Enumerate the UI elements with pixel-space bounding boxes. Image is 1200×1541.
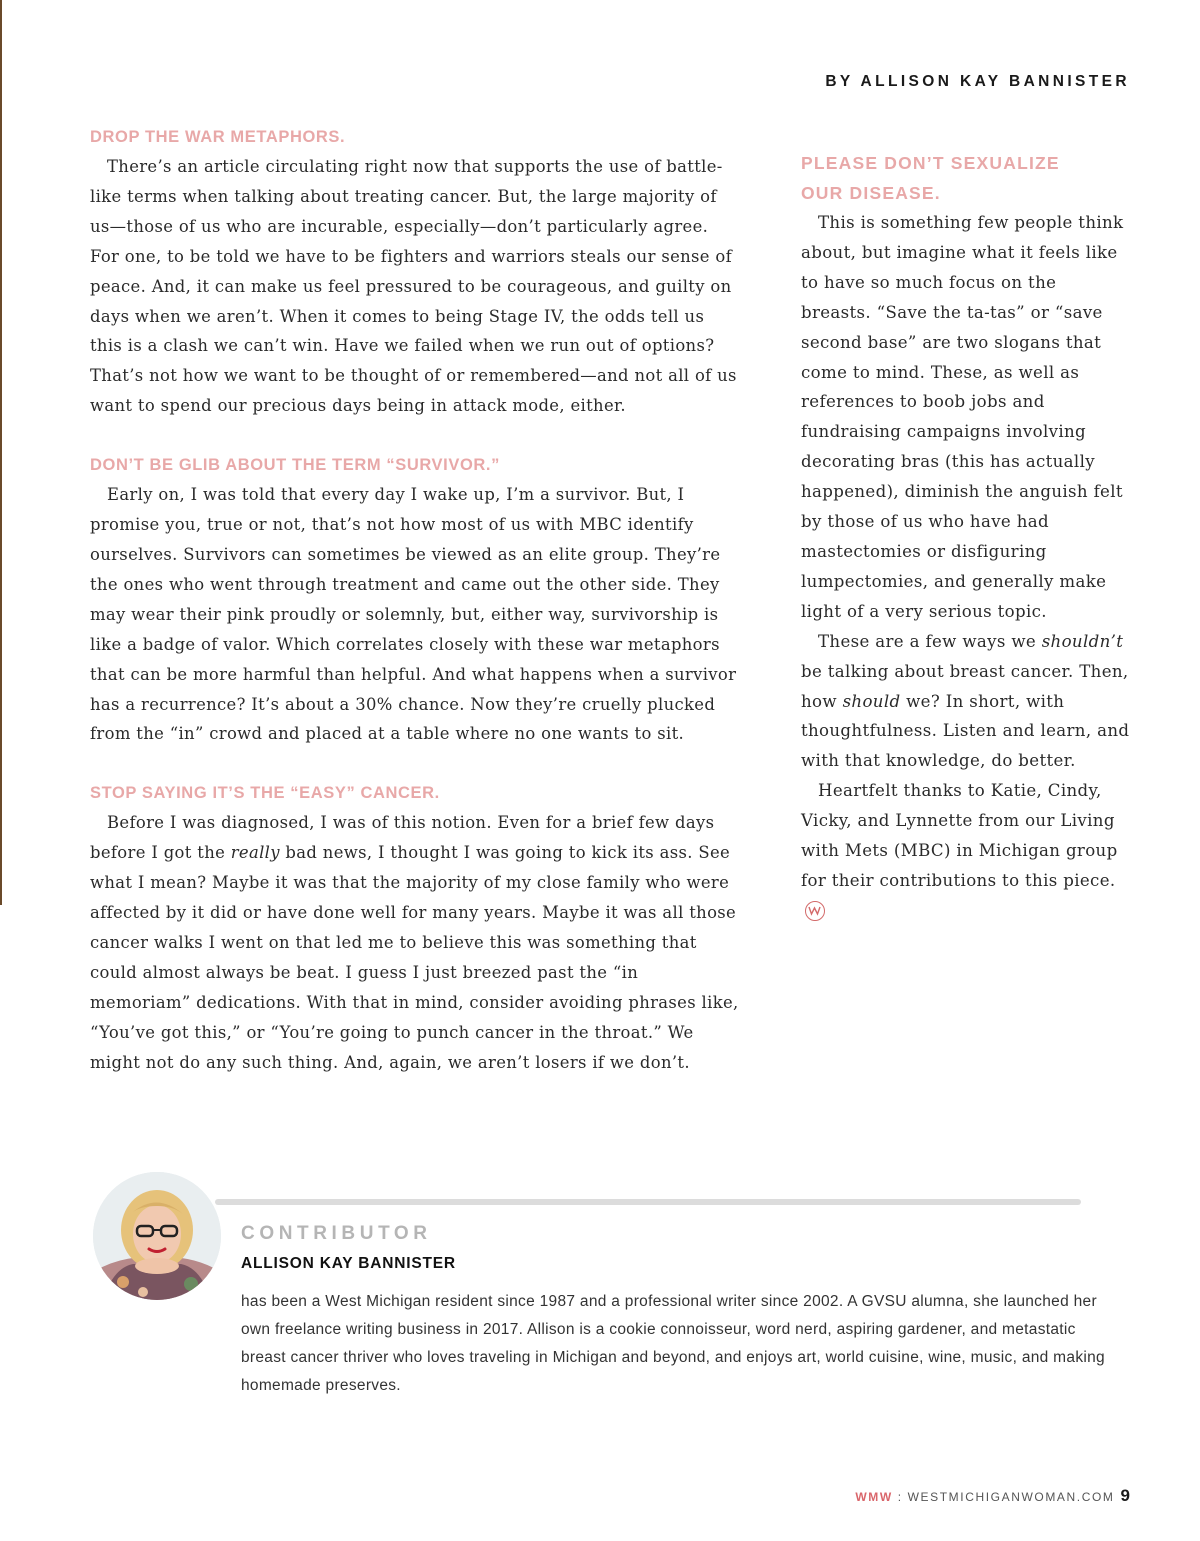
emphasis-text: should: [842, 691, 901, 711]
right-column: [801, 148, 1131, 926]
contributor-label: CONTRIBUTOR: [241, 1223, 432, 1244]
page-spine-edge: [0, 0, 2, 905]
section-war-metaphors: [90, 122, 740, 421]
page-number: 9: [1120, 1486, 1130, 1505]
heading-line: PLEASE DON’T SEXUALIZE: [801, 153, 1060, 173]
body-text: Before I was diagnosed, I was of this notion. Even for a brief few days before I got the: [90, 813, 715, 863]
contributor-divider: [215, 1199, 1081, 1205]
article-byline: BY ALLISON KAY BANNISTER: [825, 73, 1130, 90]
emphasis-text: really: [230, 843, 280, 863]
body-text: Heartfelt thanks to Katie, Cindy, Vicky, and Lynnette from our Living with Mets (MBC) in Michigan group for their contributions to this piece.: [801, 781, 1118, 890]
section-body: [801, 627, 1131, 777]
section-body: This is something few people think about, but imagine what it feels like to have so much focus on the breasts. “Save the ta-tas” or “save second base” are two slogans that come to mind. These, as well as references to boob jobs and fundraising campaigns involving decorating bras (this has actually happened), diminish the anguish felt by those of us who have had mastectomies or disfiguring lumpectomies, and generally make light of a very serious topic.: [801, 213, 1124, 621]
section-heading-sexualize: [801, 148, 1131, 208]
footer-brand: WMW: [855, 1490, 893, 1504]
contributor-bio: has been a West Michigan resident since 1987 and a professional writer since 2002. A GVSU alumna, she launched her own freelance writing business in 2017. Allison is a cookie connoisseur, word nerd, aspiring gardener, and metastatic breast cancer thriver who loves traveling in Michigan and beyond, and enjoys art, world cuisine, wine, music, and making homemade preserves.: [241, 1293, 1105, 1394]
heading-line: OUR DISEASE.: [801, 183, 941, 203]
body-text: These are a few ways we: [818, 631, 1042, 651]
section-body: Early on, I was told that every day I wake up, I’m a survivor. But, I promise you, true or not, that’s not how most of us with MBC identify ourselves. Survivors can sometimes be viewed as an elite group. They’re the ones who went through treatment and came out the other side. They may wear their pink proudly or solemnly, but, either way, survivorship is like a badge of valor. Which correlates closely with these war metaphors that can be more harmful than helpful. And what happens when a survivor has a recurrence? It’s about a 30% chance. Now they’re cruelly plucked from the “in” crowd and placed at a table where no one wants to sit.: [90, 485, 737, 744]
section-heading: DON’T BE GLIB ABOUT THE TERM “SURVIVOR.”: [90, 456, 500, 475]
body-text: we? In short, with thoughtfulness. Listen and learn, and with that knowledge, do better.: [801, 691, 1130, 771]
section-survivor: [90, 450, 740, 749]
section-heading: DROP THE WAR METAPHORS.: [90, 128, 346, 146]
contributor-portrait: [93, 1172, 221, 1300]
section-easy-cancer: [90, 778, 740, 1077]
contributor-name: ALLISON KAY BANNISTER: [241, 1255, 456, 1272]
footer-separator: :: [892, 1490, 908, 1504]
emphasis-text: shouldn’t: [1041, 631, 1124, 651]
section-body-thanks: [801, 776, 1131, 926]
page-footer: [855, 1486, 1130, 1506]
footer-site[interactable]: WESTMICHIGANWOMAN.COM: [907, 1490, 1115, 1504]
body-text: bad news, I thought I was going to kick its ass. See what I mean? Maybe it was that the majority of my close family who were affected by it did or have done well for many years. Maybe it was all those cancer walks I went on that led me to believe this was something that could almost always be beat. I guess I just breezed past the “in memoriam” dedications. With that in mind, consider avoiding phrases like, “You’ve got this,” or “You’re going to punch cancer in the throat.” We might not do any such thing. And, again, we aren’t losers if we don’t.: [90, 843, 739, 1072]
left-column: [90, 122, 740, 1077]
section-heading: STOP SAYING IT’S THE “EASY” CANCER.: [90, 784, 440, 803]
body-text: be talking about breast cancer. Then, how: [801, 661, 1129, 711]
wmw-logo-mark-icon: [805, 901, 825, 921]
section-body: [90, 808, 740, 1077]
section-body: There’s an article circulating right now that supports the use of battle-like terms when talking about treating cancer. But, the large majority of us—those of us who are incurable, especially—don’t particularly agree. For one, to be told we have to be fighters and warriors steals our sense of peace. And, it can make us feel pressured to be courageous, and guilty on days when we aren’t. When it comes to being Stage IV, the odds tell us this is a clash we can’t win. Have we failed when we run out of options? That’s not how we want to be thought of or remembered—and not all of us want to spend our precious days being in attack mode, either.: [90, 157, 737, 416]
